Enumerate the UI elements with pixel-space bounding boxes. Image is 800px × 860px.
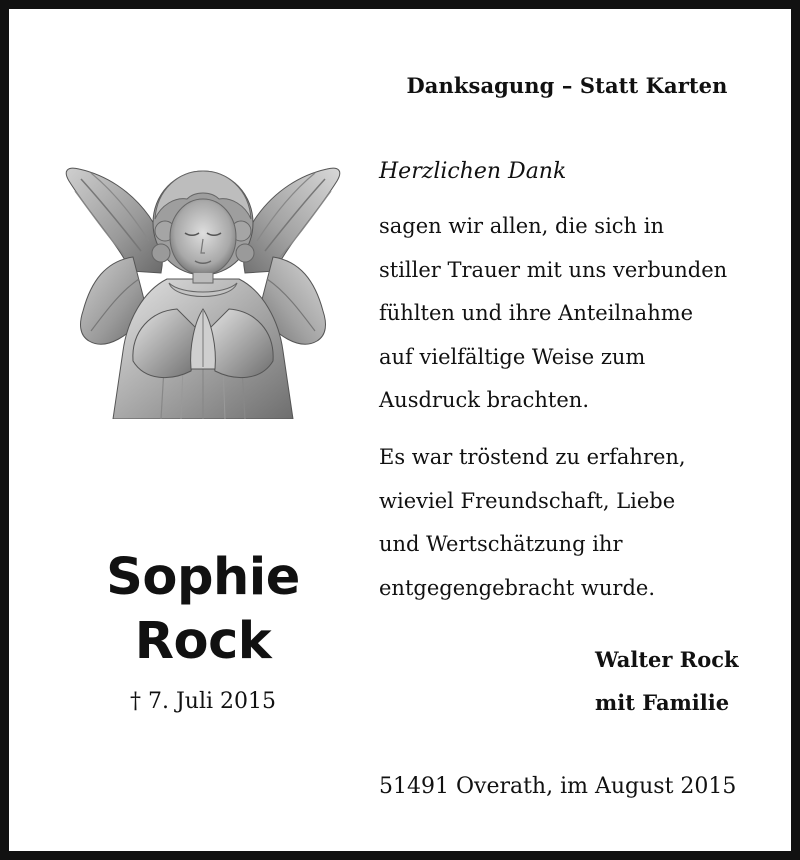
paragraph-line: entgegengebracht wurde.: [379, 575, 656, 600]
thanks-paragraph: [379, 205, 727, 423]
paragraph-line: und Wertschätzung ihr: [379, 532, 623, 556]
notice-heading: Danksagung – Statt Karten: [406, 73, 728, 98]
paragraph-line: stiller Trauer mit uns verbunden: [379, 257, 728, 282]
signature-family: mit Familie: [595, 690, 730, 715]
deceased-last-name: Rock: [134, 612, 272, 671]
paragraph-line: fühlten und ihre Anteilnahme: [379, 301, 694, 325]
paragraph-line: Ausdruck brachten.: [379, 388, 589, 412]
paragraph-line: wieviel Freundschaft, Liebe: [379, 488, 676, 513]
place-date: 51491 Overath, im August 2015: [379, 774, 737, 799]
paragraph-line: Es war tröstend zu erfahren,: [379, 445, 686, 469]
intro-text: Herzlichen Dank: [379, 159, 567, 184]
angel-statue-icon: [61, 161, 345, 419]
deceased-first-name: Sophie: [106, 548, 300, 607]
death-date: † 7. Juli 2015: [129, 689, 277, 714]
signature-name: Walter Rock: [595, 647, 739, 672]
comfort-paragraph: [379, 436, 686, 610]
paragraph-line: auf vielfältige Weise zum: [379, 344, 646, 369]
paragraph-line: sagen wir allen, die sich in: [379, 214, 664, 238]
